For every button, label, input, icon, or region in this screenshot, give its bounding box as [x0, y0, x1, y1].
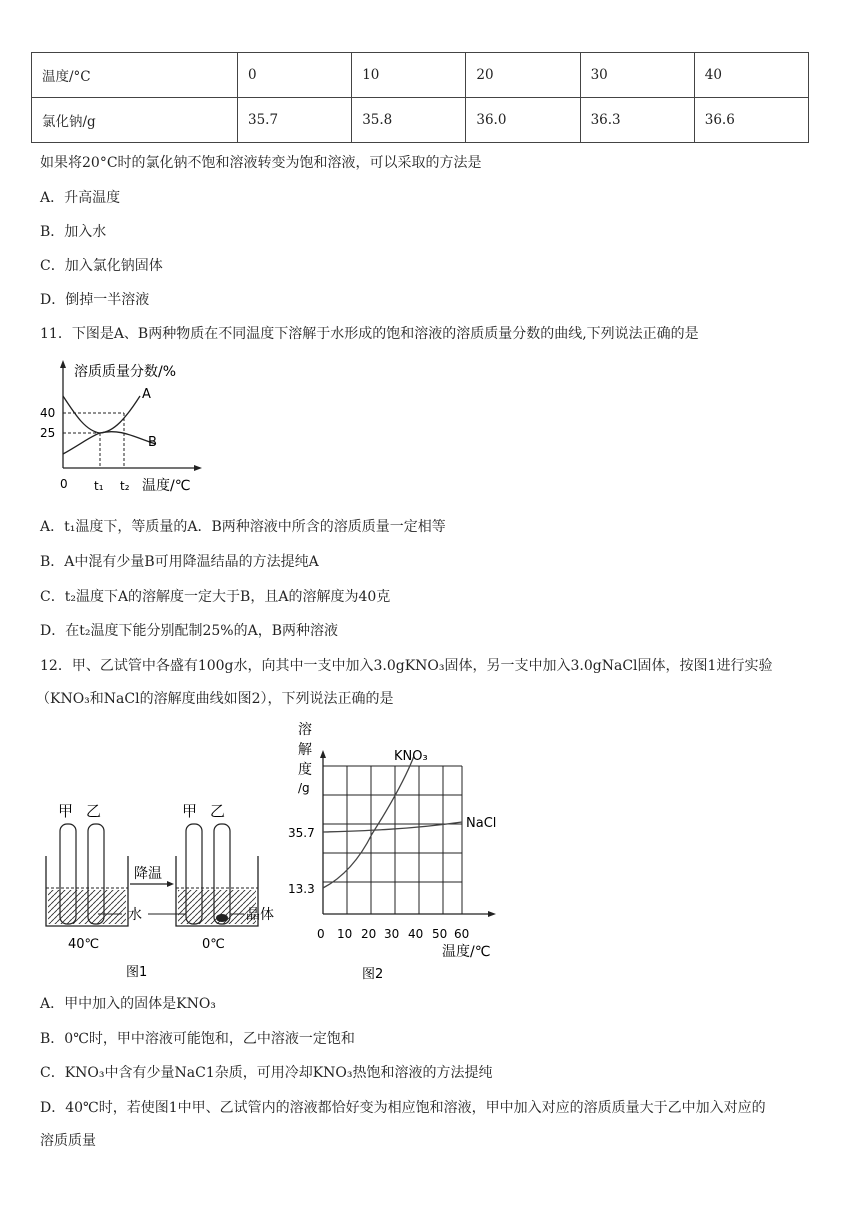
- q11-graph: [36, 356, 206, 496]
- q12-option-b[interactable]: B．0℃时，甲中溶液可能饱和，乙中溶液一定饱和: [40, 1031, 355, 1047]
- label-crystal: 晶体: [246, 907, 274, 923]
- q11-xtick-t2: t₂: [120, 479, 130, 493]
- label-yi: 乙: [86, 802, 102, 820]
- curve-a-label: A: [142, 387, 151, 402]
- fig2-ylabel-4: /g: [298, 781, 310, 795]
- cool-arrow-head: [167, 881, 174, 887]
- fig2-xlabel: 温度/℃: [442, 944, 491, 960]
- q10-stem: 如果将20°C时的氯化钠不饱和溶液转变为饱和溶液，可以采取的方法是: [40, 155, 482, 171]
- fig2-xtick: 20: [361, 927, 377, 941]
- fig2-xtick: 40: [408, 927, 424, 941]
- label-jia: 甲: [58, 802, 74, 820]
- fig1-caption: 图1: [126, 965, 148, 980]
- nacl-label: NaCl: [466, 816, 497, 831]
- q11-ylabel: 溶质质量分数/%: [74, 364, 177, 380]
- label-yi-2: 乙: [210, 802, 226, 820]
- q11-ytick-40: 40: [40, 406, 56, 420]
- fig2-xtick: 60: [454, 927, 470, 941]
- fig2-x-axis-arrow: [488, 911, 496, 917]
- table-cell: 10: [352, 53, 466, 98]
- q12-stem-line1: 12．甲、乙试管中各盛有100g水，向其中一支中加入3.0gKNO₃固体，另一支中加入3.0gNaCl固体，按图1进行实验: [40, 658, 773, 674]
- q11-option-d[interactable]: D．在t₂温度下能分别配制25%的A，B两种溶液: [40, 623, 338, 639]
- fig2-ylabel-1: 溶: [298, 722, 312, 738]
- table-cell: 36.3: [580, 98, 694, 143]
- fig2-grid: [323, 766, 462, 914]
- x-axis-arrow: [194, 465, 202, 471]
- curve-b-label: B: [148, 435, 157, 450]
- crystal-dot: [216, 914, 228, 922]
- table-cell: 35.8: [352, 98, 466, 143]
- table-row-label: 氯化钠/g: [32, 98, 238, 143]
- q12-option-d[interactable]: D．40℃时，若使图1中甲、乙试管内的溶液都恰好变为相应饱和溶液，甲中加入对应的溶质质量大于乙中加入对应的: [40, 1100, 766, 1116]
- q12-option-d-cont: 溶质质量: [40, 1133, 96, 1149]
- q12-option-a[interactable]: A．甲中加入的固体是KNO₃: [40, 996, 216, 1012]
- table-row: [32, 98, 809, 143]
- solubility-table: [31, 52, 809, 143]
- q10-option-a[interactable]: A．升高温度: [40, 190, 121, 206]
- fig2-xtick: 30: [384, 927, 400, 941]
- table-cell: 30: [580, 53, 694, 98]
- table-cell: 20: [466, 53, 580, 98]
- label-water: 水: [128, 907, 142, 923]
- beaker-40c: [46, 824, 128, 926]
- q11-option-c[interactable]: C．t₂温度下A的溶解度一定大于B，且A的溶解度为40克: [40, 589, 391, 605]
- fig2-ylabel-3: 度: [298, 762, 312, 778]
- label-0c: 0℃: [202, 937, 225, 952]
- y-axis-arrow: [60, 360, 66, 368]
- q10-option-b[interactable]: B．加入水: [40, 224, 107, 240]
- q11-option-a[interactable]: A．t₁温度下，等质量的A．B两种溶液中所含的溶质质量一定相等: [40, 519, 446, 535]
- q10-option-c[interactable]: C．加入氯化钠固体: [40, 258, 163, 274]
- table-cell: 36.6: [694, 98, 808, 143]
- q11-xtick-t1: t₁: [94, 479, 104, 493]
- q11-ytick-25: 25: [40, 426, 56, 440]
- table-cell: 35.7: [238, 98, 352, 143]
- fig2-ylabel-2: 解: [298, 742, 312, 758]
- table-cell: 0: [238, 53, 352, 98]
- curve-a: [63, 396, 140, 433]
- q12-stem-line2: （KNO₃和NaCl的溶解度曲线如图2），下列说法正确的是: [36, 691, 394, 707]
- q12-figure2: [286, 716, 510, 984]
- label-40c: 40℃: [68, 937, 100, 952]
- fig2-xtick: 10: [337, 927, 353, 941]
- kno3-curve: [323, 756, 414, 888]
- q12-option-c[interactable]: C．KNO₃中含有少量NaC1杂质，可用冷却KNO₃热饱和溶液的方法提纯: [40, 1065, 493, 1081]
- q11-origin: 0: [60, 477, 68, 491]
- q11-stem: 11．下图是A、B两种物质在不同温度下溶解于水形成的饱和溶液的溶质质量分数的曲线,下列说法正确的是: [40, 326, 699, 342]
- label-jia-2: 甲: [182, 802, 198, 820]
- q10-option-d[interactable]: D．倒掉一半溶液: [40, 292, 150, 308]
- fig2-ytick-133: 13.3: [288, 882, 315, 896]
- fig2-caption: 图2: [362, 967, 384, 982]
- table-row: [32, 53, 809, 98]
- fig2-y-axis-arrow: [320, 750, 326, 758]
- table-header-label: 温度/°C: [32, 53, 238, 98]
- curve-b: [63, 432, 156, 454]
- label-cooling: 降温: [134, 866, 162, 882]
- table-cell: 40: [694, 53, 808, 98]
- q11-xlabel: 温度/℃: [142, 478, 191, 494]
- q12-figure1: [36, 796, 296, 986]
- q11-option-b[interactable]: B．A中混有少量B可用降温结晶的方法提纯A: [40, 554, 319, 570]
- fig2-ytick-357: 35.7: [288, 826, 315, 840]
- kno3-label: KNO₃: [394, 749, 428, 764]
- fig2-xtick: 50: [432, 927, 448, 941]
- table-cell: 36.0: [466, 98, 580, 143]
- fig2-xtick: 0: [317, 927, 325, 941]
